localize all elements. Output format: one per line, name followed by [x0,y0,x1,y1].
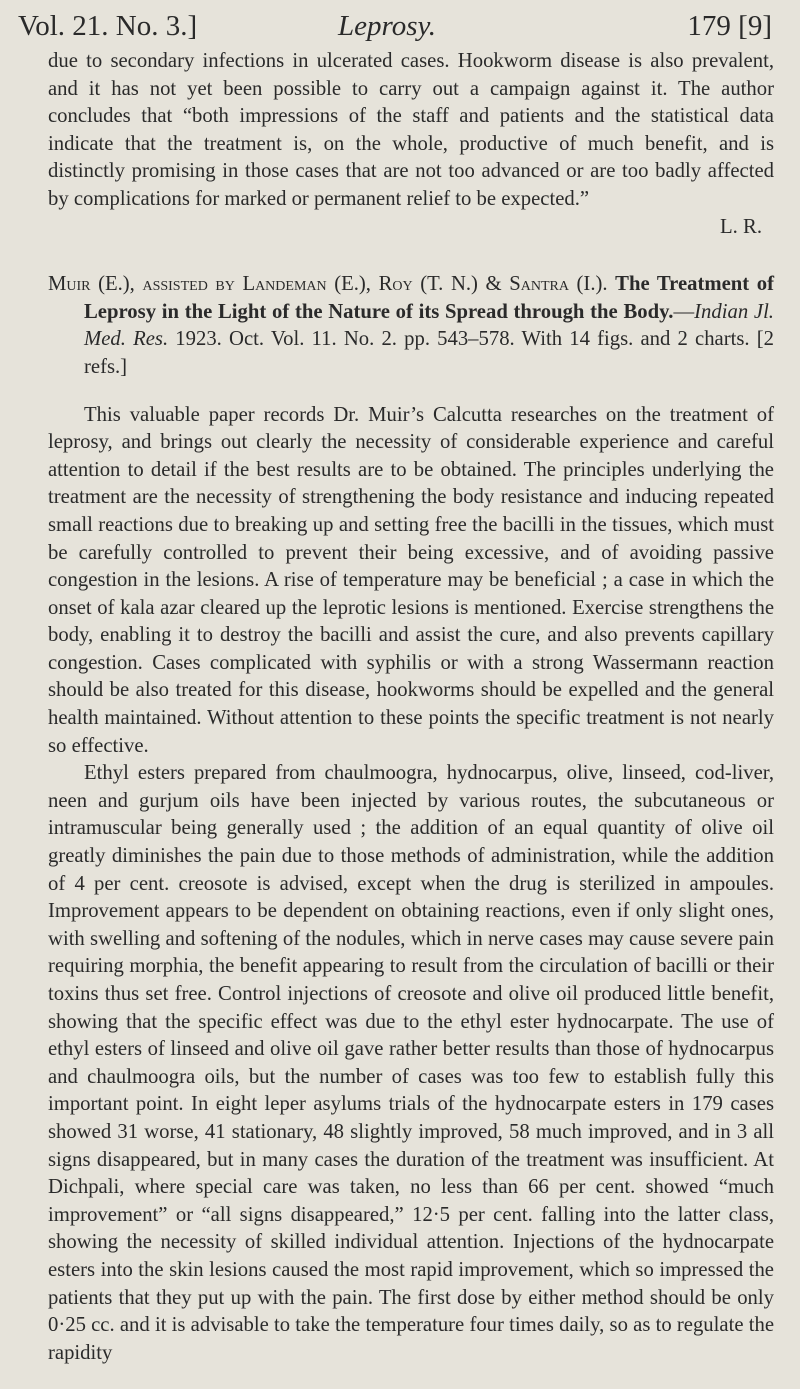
running-header [18,6,772,46]
reference-authors-rest: Landeman (E.), Roy (T. N.) & Santra (I.). [242,273,608,296]
reference-dash: — [673,300,695,323]
reference-authors-prefix: Muir (E.), assisted by [48,273,243,296]
section-gap [48,382,774,402]
running-title: Leprosy. [338,10,437,42]
reference-journal: Indian Jl. Med. Res. [84,300,774,351]
abstractor-initials: L. R. [720,215,762,238]
article-body [48,48,774,1367]
page-number: 179 [9] [687,10,772,42]
abstract-paragraph-2: Ethyl esters prepared from chaulmoogra, hydnocarpus, olive, linseed, cod-liver, neen and gurjum oils have been injected by various routes, the subcutaneous or intramuscular being generally used ; the addition of an equal quantity of olive oil greatly diminishes the pain due to those methods of administration, while the addition of 4 per cent. creosote is advised, except when the drug is sterilized in ampoules. Improvement appears to be dependent on obtaining reactions, even if only slight ones, with swelling and softening of the nodules, which in nerve cases may cause severe pain requiring morphia, the benefit appearing to result from the circulation of bacilli or their toxins thus set free. Control injections of creosote and olive oil produced little benefit, showing that the specific effect was due to the ethyl ester hydnocarpate. The use of ethyl esters of linseed and olive oil gave rather better results than those of hydnocarpus and chaulmoogra oils, but the number of cases was too few to establish fully this important point. In eight leper asylums trials of the hydnocarpate esters in 179 cases showed 31 worse, 41 stationary, 48 slightly improved, 58 much improved, and in 3 all signs disappeared, but in many cases the duration of the treatment was insufficient. At Dichpali, where special care was taken, no less than 66 per cent. showed “much improvement” or “all signs disappeared,” 12·5 per cent. falling into the latter class, showing the necessity of skilled individual attention. Injections of the hydnocarpate esters into the skin lesions caused the most rapid improvement, which so impressed the patients that they put up with the pain. The first dose by either method should be only 0·25 cc. and it is advisable to take the temperature four times daily, so as to regulate the rapidity [48,762,774,1364]
previous-abstract-ending: due to secondary infections in ulcerated cases. Hookworm disease is also prevalent, and it has not yet been possible to carry out a campaign against it. The author concludes that “both impressions of the staff and patients and the statistical data indicate that the treatment is, on the whole, productive of much benefit, and is distinctly promising in those cases that are not too advanced or are too badly affected by complications for marked or permanent relief to be expected.” [48,50,774,210]
reference-details: 1923. Oct. Vol. 11. No. 2. pp. 543–578. With 14 figs. and 2 charts. [2 refs.] [84,328,774,378]
abstract-paragraph-1: This valuable paper records Dr. Muir’s Calcutta researches on the treatment of leprosy, and brings out clearly the necessity of considerable experience and careful attention to detail if the best results are to be obtained. The principles underlying the treatment are the necessity of strengthening the body resistance and inducing repeated small reactions due to breaking up and setting free the bacilli in the tissues, which must be carefully controlled to prevent their being excessive, and of avoiding passive congestion in the lesions. A rise of temperature may be beneficial ; a case in which the onset of kala azar cleared up the leprotic lesions is mentioned. Exercise strengthens the body, enabling it to destroy the bacilli and assist the cure, and also prevents capillary congestion. Cases complicated with syphilis or with a strong Wassermann reaction should be also treated for this disease, hookworms should be expelled and the general health maintained. Without attention to these points the specific treatment is not nearly so effective. [48,403,774,757]
reference-title: The Treatment of Leprosy in the Light of the Nature of its Spread through the Body. [84,273,775,323]
volume-issue: Vol. 21. No. 3.] [18,10,198,42]
bibliographic-reference [48,271,774,381]
